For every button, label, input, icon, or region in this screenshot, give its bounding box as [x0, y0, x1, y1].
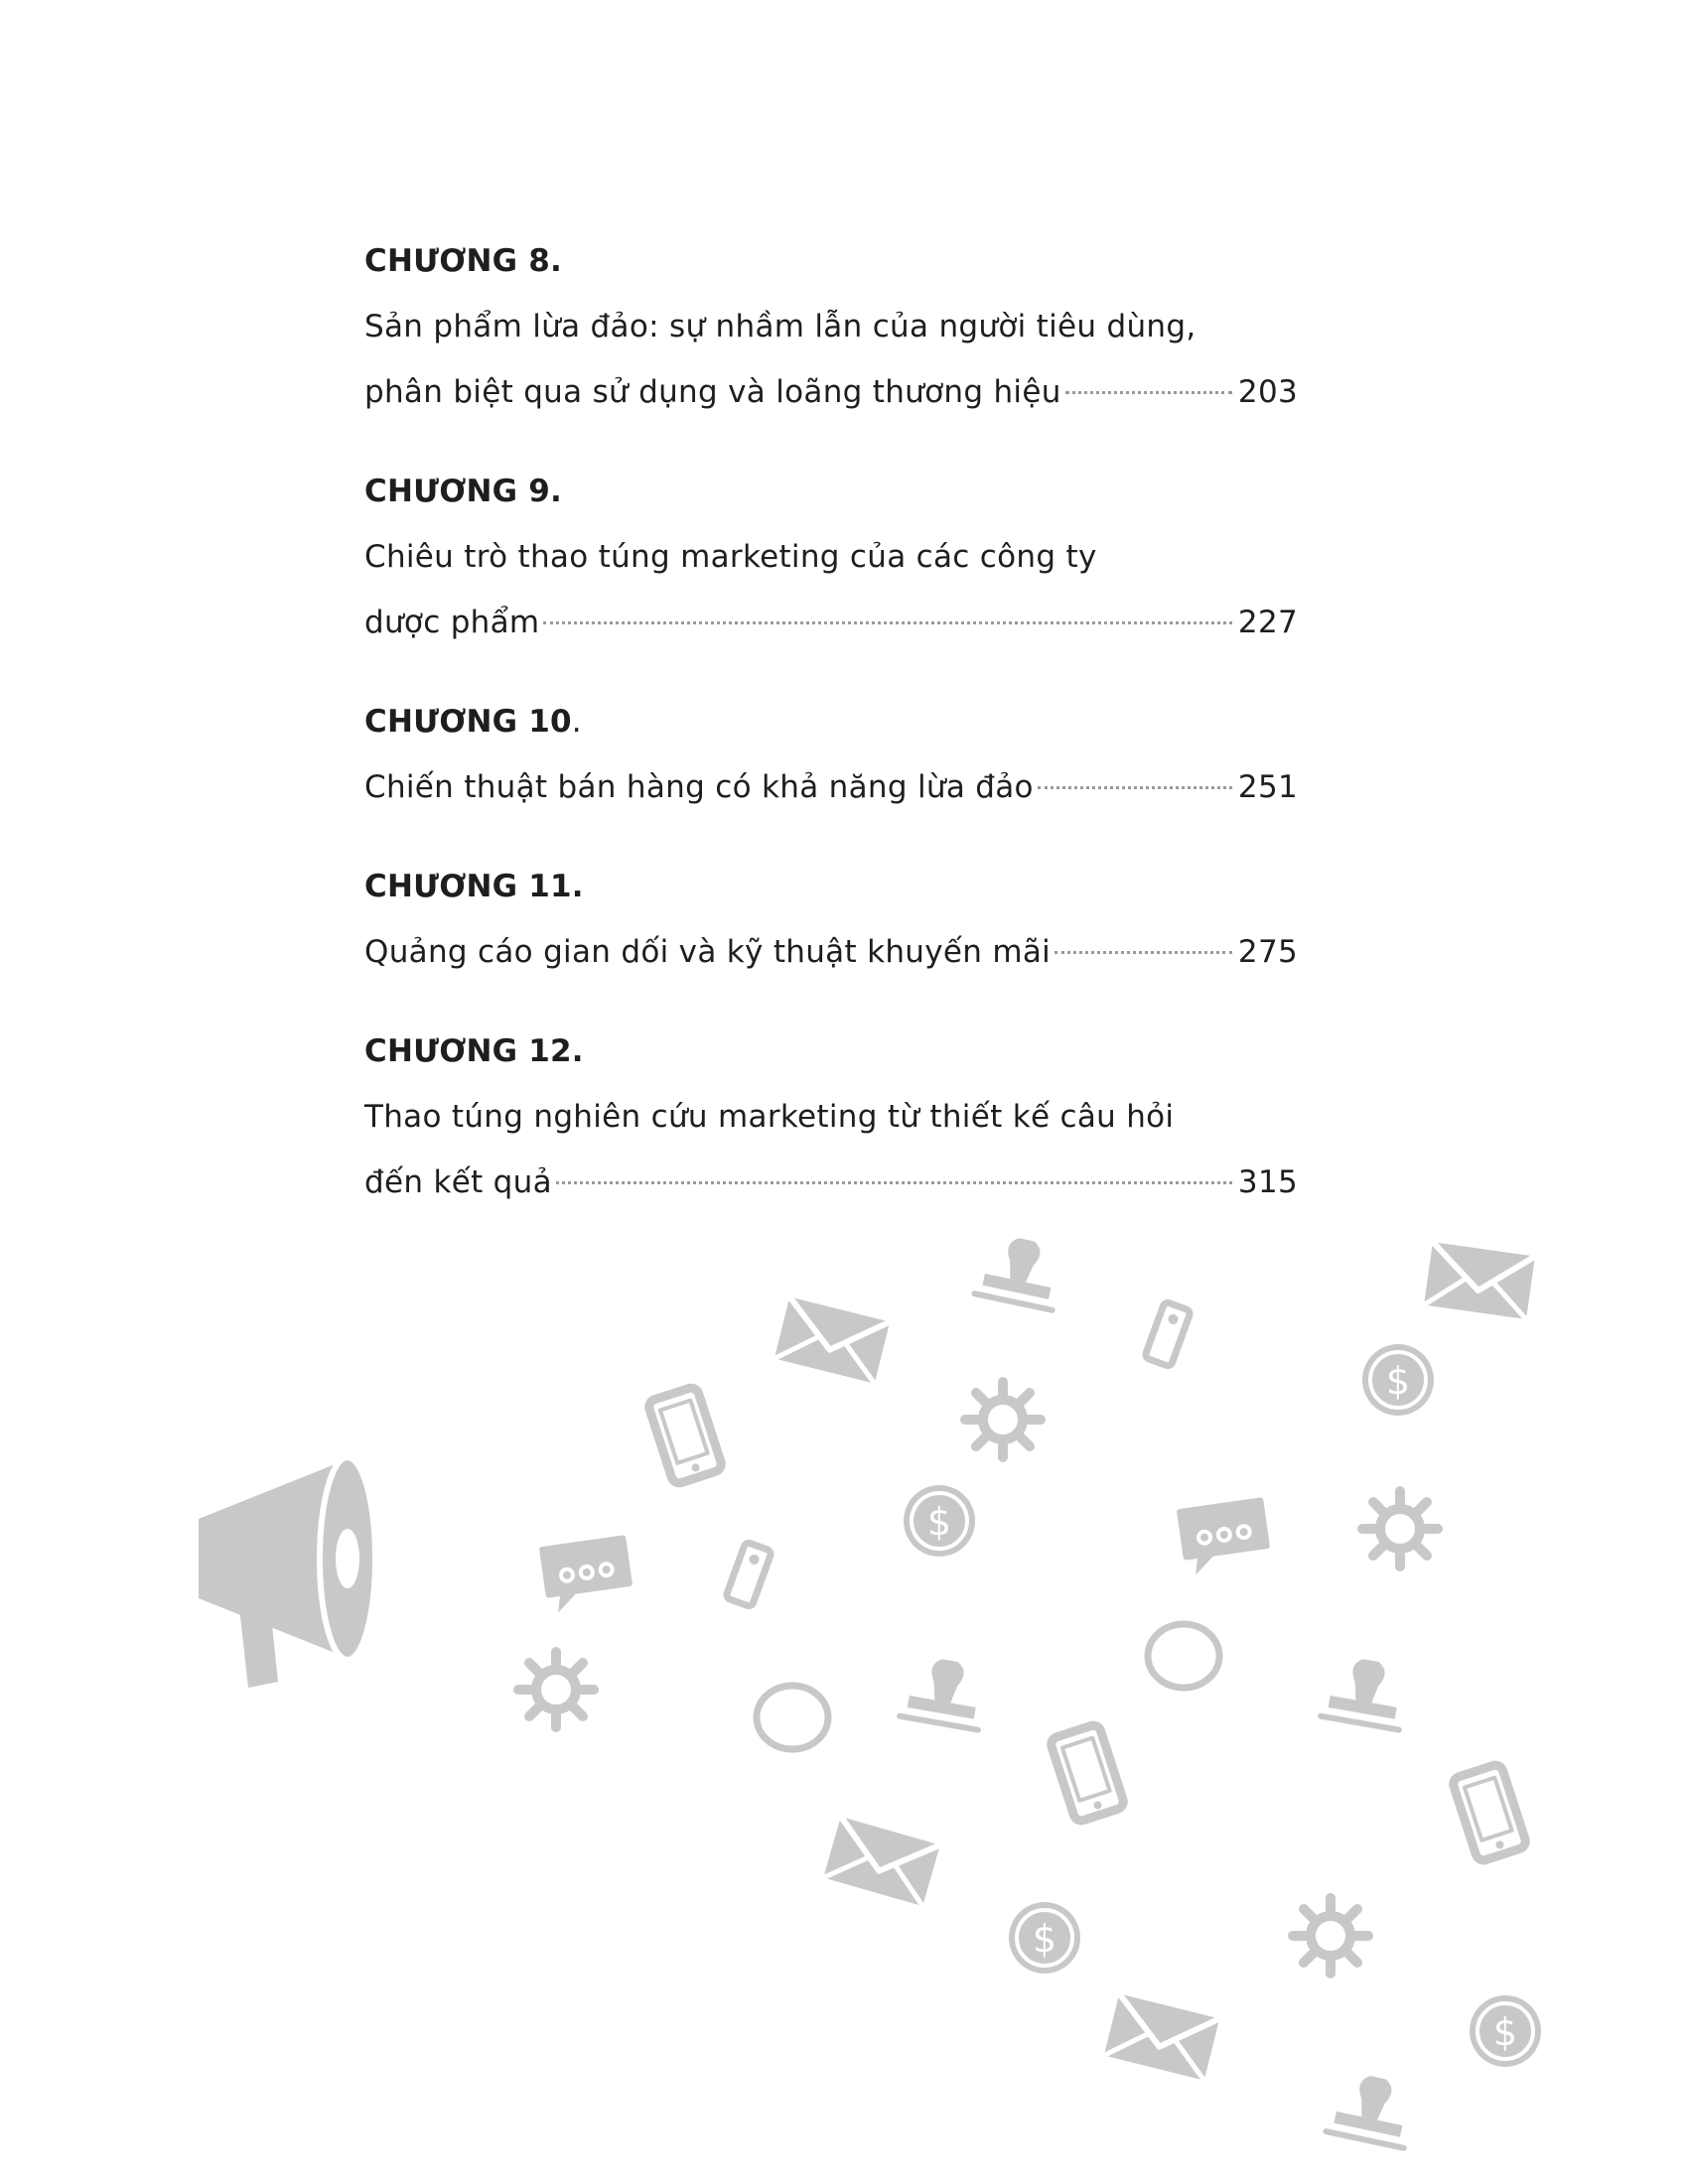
dot-leader	[1055, 951, 1232, 954]
toc-entry[interactable]	[364, 359, 1298, 425]
speech-bubble-icon	[539, 1535, 635, 1614]
gear-icon	[965, 1382, 1041, 1457]
toc-chapter-11	[364, 854, 1298, 985]
entry-title-line: Thao túng nghiên cứu marketing từ thiết kế câu hỏi	[364, 1099, 1175, 1135]
decorative-icons: $	[169, 1261, 1529, 2174]
page-number: 251	[1237, 769, 1298, 805]
gear-icon	[1362, 1491, 1438, 1567]
phone-icon	[1050, 1723, 1126, 1823]
dollar-coin-icon	[1009, 1902, 1080, 1974]
gear-icon	[1293, 1898, 1368, 1974]
toc-entry[interactable]	[364, 754, 1298, 820]
tag-icon	[726, 1542, 773, 1607]
speech-bubble-icon	[1177, 1497, 1273, 1576]
page-number: 275	[1237, 934, 1298, 970]
dollar-coin-icon	[1470, 1995, 1541, 2067]
dollar-coin-icon	[904, 1485, 975, 1557]
envelope-icon	[1104, 1993, 1219, 2080]
gear-icon	[518, 1652, 594, 1727]
dollar-coin-icon	[1362, 1344, 1434, 1416]
dot-leader	[543, 621, 1232, 624]
toc-chapter-10	[364, 689, 1298, 820]
chapter-heading: CHƯƠNG 10.	[364, 704, 582, 740]
page-number: 227	[1237, 605, 1298, 640]
dot-leader	[1038, 786, 1232, 789]
envelope-icon	[1424, 1242, 1535, 1319]
circle-icon	[757, 1686, 828, 1749]
entry-title-line: Chiến thuật bán hàng có khả năng lừa đảo	[364, 769, 1034, 805]
chapter-heading: CHƯƠNG 11.	[364, 869, 584, 904]
entry-title-line: phân biệt qua sử dụng và loãng thương hiệu	[364, 374, 1061, 410]
entry-title-line: Chiêu trò thao túng marketing của các công ty	[364, 539, 1097, 575]
stamp-icon	[1326, 2070, 1417, 2148]
toc-chapter-9	[364, 459, 1298, 655]
toc-entry[interactable]	[364, 919, 1298, 985]
page-number: 315	[1237, 1164, 1298, 1200]
phone-icon	[647, 1386, 724, 1485]
dot-leader	[1065, 391, 1232, 394]
entry-title-line: Quảng cáo gian dối và kỹ thuật khuyến mãi	[364, 934, 1052, 970]
tag-icon	[1145, 1301, 1192, 1367]
chapter-heading: CHƯƠNG 9.	[364, 474, 563, 509]
entry-title-line: dược phẩm	[364, 605, 540, 640]
phone-icon	[1452, 1763, 1528, 1862]
chapter-heading: CHƯƠNG 8.	[364, 243, 563, 279]
table-of-contents	[364, 228, 1298, 1249]
megaphone-icon	[199, 1457, 375, 1688]
toc-chapter-12	[364, 1019, 1298, 1215]
toc-entry[interactable]	[364, 1150, 1298, 1215]
envelope-icon	[823, 1817, 940, 1906]
chapter-heading: CHƯƠNG 12.	[364, 1033, 584, 1069]
stamp-icon	[900, 1654, 989, 1730]
circle-icon	[1148, 1624, 1219, 1688]
entry-title-line: đến kết quả	[364, 1164, 552, 1200]
toc-chapter-8	[364, 228, 1298, 425]
entry-title-line: Sản phẩm lừa đảo: sự nhầm lẫn của người tiêu dùng,	[364, 309, 1196, 344]
stamp-icon	[1321, 1654, 1410, 1730]
page-number: 203	[1237, 374, 1298, 410]
toc-entry[interactable]	[364, 590, 1298, 655]
dot-leader	[556, 1181, 1232, 1184]
envelope-icon	[774, 1297, 890, 1383]
